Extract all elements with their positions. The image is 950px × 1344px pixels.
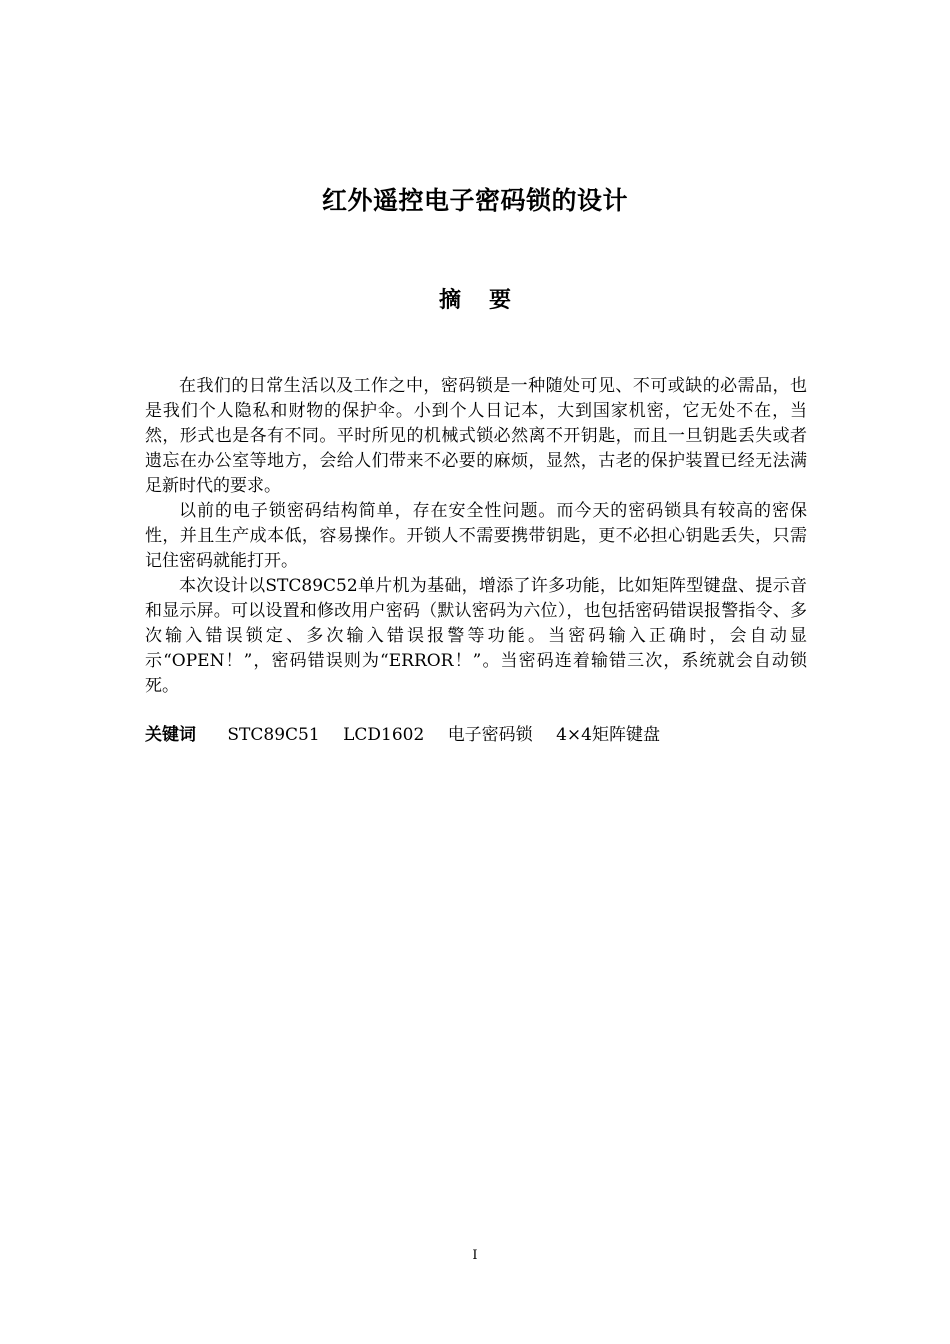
keywords-line <box>145 723 807 748</box>
abstract-paragraph-2: 以前的电子锁密码结构简单，存在安全性问题。而今天的密码锁具有较高的密保性，并且生产成本低，容易操作。开锁人不需要携带钥匙，更不必担心钥匙丢失，只需记住密码就能打开。 <box>145 501 807 571</box>
keyword-item: LCD1602 <box>343 725 425 745</box>
document-title: 红外遥控电子密码锁的设计 <box>321 186 628 215</box>
abstract-paragraph-3: 本次设计以STC89C52单片机为基础，增添了许多功能，比如矩阵型键盘、提示音和显示屏。可以设置和修改用户密码（默认密码为六位），也包括密码错误报警指令、多次输入错误锁定、多次输入错误报警等功能。当密码输入正确时，会自动显示“OPEN！”，密码错误则为“ERROR！”。当密码连着输错三次，系统就会自动锁死。 <box>145 576 807 696</box>
abstract-heading: 摘要 <box>438 288 539 313</box>
keyword-item: STC89C51 <box>227 725 320 745</box>
page-number: I <box>472 1248 478 1263</box>
keywords-label: 关键词 <box>145 725 196 745</box>
keyword-item: 4×4矩阵键盘 <box>556 725 660 745</box>
abstract-paragraph-1: 在我们的日常生活以及工作之中，密码锁是一种随处可见、不可或缺的必需品，也是我们个人隐私和财物的保护伞。小到个人日记本，大到国家机密，它无处不在，当然，形式也是各有不同。平时所见的机械式锁必然离不开钥匙，而且一旦钥匙丢失或者遗忘在办公室等地方，会给人们带来不必要的麻烦，显然，古老的保护装置已经无法满足新时代的要求。 <box>145 376 807 496</box>
abstract-body <box>145 374 807 699</box>
keyword-item: 电子密码锁 <box>447 725 533 745</box>
